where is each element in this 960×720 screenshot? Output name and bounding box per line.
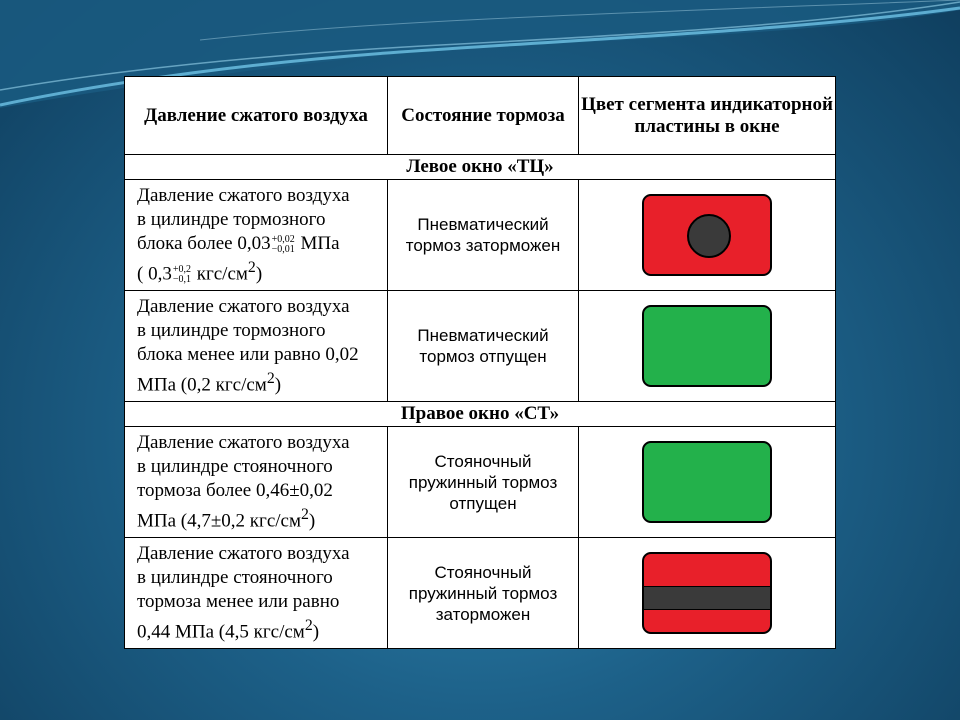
brake-indicator-table	[124, 76, 836, 649]
brake-state-cell: Стояночный пружинный тормоз заторможен	[388, 538, 579, 648]
dark-circle-mark	[687, 214, 731, 258]
table-row	[125, 290, 835, 401]
dark-stripe-mark	[644, 586, 770, 610]
header-brake-state: Состояние тормоза	[388, 77, 579, 154]
indicator-cell	[579, 291, 835, 401]
red-indicator-plate	[642, 194, 772, 276]
indicator-cell	[579, 180, 835, 290]
section-right-window-title: Правое окно «СТ»	[125, 401, 835, 426]
table-row	[125, 179, 835, 290]
pressure-cell: Давление сжатого воздуха в цилиндре тормозного блока более 0,03+0,02 −0,01 МПа ( 0,3+0,2 −0,1 кгс/$см^2$)	[125, 180, 388, 290]
indicator-cell	[579, 538, 835, 648]
red-indicator-plate	[642, 552, 772, 634]
green-indicator-plate	[642, 305, 772, 387]
green-indicator-plate	[642, 441, 772, 523]
tolerance: +0,02 −0,01	[271, 233, 295, 255]
header-pressure: Давление сжатого воздуха	[125, 77, 388, 154]
indicator-cell	[579, 427, 835, 537]
pressure-cell: Давление сжатого воздуха в цилиндре стояночного тормоза менее или равно 0,44 МПа (4,5 кгс/$см^2$)	[125, 538, 388, 648]
brake-state-cell: Стояночный пружинный тормоз отпущен	[388, 427, 579, 537]
table-row	[125, 537, 835, 648]
pressure-cell: Давление сжатого воздуха в цилиндре стояночного тормоза более 0,46±0,02 МПа (4,7±0,2 кгс/$см^2$)	[125, 427, 388, 537]
brake-state-cell: Пневматический тормоз отпущен	[388, 291, 579, 401]
table-row	[125, 426, 835, 537]
section-left-window-title: Левое окно «ТЦ»	[125, 154, 835, 179]
tolerance: +0,2 −0,1	[172, 263, 191, 285]
table-header	[125, 77, 835, 154]
header-indicator-color: Цвет сегмента индикаторной пластины в окне	[581, 93, 833, 137]
brake-state-cell: Пневматический тормоз заторможен	[388, 180, 579, 290]
pressure-cell: Давление сжатого воздуха в цилиндре тормозного блока менее или равно 0,02 МПа (0,2 кгс/$см^2$)	[125, 291, 388, 401]
